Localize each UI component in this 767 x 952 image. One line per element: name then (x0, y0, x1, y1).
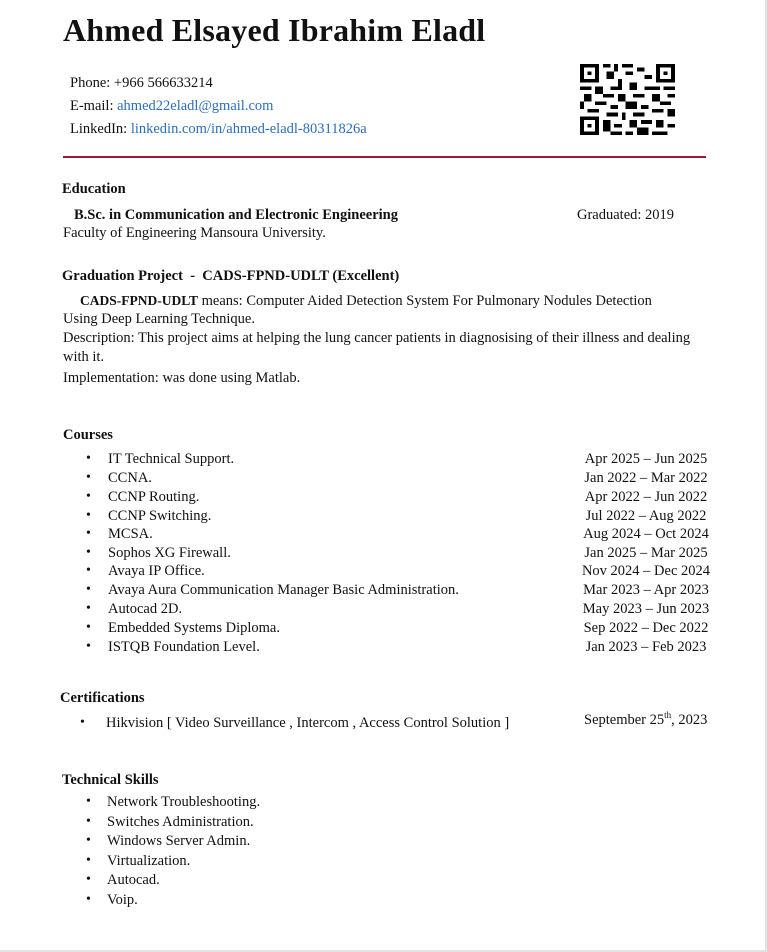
course-dates: Jan 2023 – Feb 2023 (585, 639, 707, 655)
course-name: Sophos XG Firewall. (108, 545, 231, 561)
bullet-icon: • (86, 582, 91, 597)
course-dates: Mar 2023 – Apr 2023 (583, 582, 709, 598)
course-dates: Aug 2024 – Oct 2024 (583, 526, 709, 542)
course-dates: Jan 2022 – Mar 2022 (584, 470, 708, 486)
bullet-icon: • (86, 813, 91, 829)
linkedin-line (70, 121, 367, 138)
phone-label: Phone: (70, 75, 111, 91)
bullet-icon: • (86, 794, 91, 809)
course-name: IT Technical Support. (108, 451, 235, 467)
bullet-icon: • (86, 563, 91, 578)
skill-item: Switches Administration. (107, 813, 254, 830)
phone-value: +966 566633214 (113, 75, 213, 91)
project-description-cont: with it. (63, 349, 105, 365)
courses-heading: Courses (63, 427, 113, 443)
course-dates: Sep 2022 – Dec 2022 (583, 620, 709, 636)
course-name: Avaya IP Office. (108, 563, 205, 579)
course-name: MCSA. (108, 526, 153, 542)
certification-date (584, 710, 707, 729)
header-divider (63, 156, 706, 158)
bullet-icon: • (86, 872, 91, 888)
course-name: ISTQB Foundation Level. (108, 639, 260, 655)
course-name: Embedded Systems Diploma. (108, 620, 280, 636)
course-name: CCNP Routing. (108, 489, 200, 505)
cert-date-suffix: th (664, 710, 672, 720)
course-name: CCNA. (108, 470, 152, 486)
course-name: Autocad 2D. (108, 601, 183, 617)
degree: B.Sc. in Communication and Electronic Engineering (74, 207, 398, 223)
candidate-name: Ahmed Elsayed Ibrahim Eladl (63, 12, 486, 48)
bullet-icon: • (86, 601, 91, 616)
certifications-heading: Certifications (60, 690, 145, 706)
bullet-icon: • (86, 639, 91, 654)
education-heading: Education (62, 181, 126, 197)
project-means-cont: Using Deep Learning Technique. (63, 311, 255, 327)
course-dates: Nov 2024 – Dec 2024 (581, 563, 711, 579)
bullet-icon: • (86, 526, 91, 541)
phone-line (70, 75, 213, 92)
project-means-text: means: Computer Aided Detection System For Pulmonary Nodules Detection (198, 293, 652, 309)
email-line (70, 98, 273, 115)
bullet-icon: • (86, 451, 91, 466)
skill-item: Voip. (107, 892, 138, 908)
qr-code-icon (580, 64, 675, 135)
email-label: E-mail: (70, 98, 114, 114)
project-acronym: CADS-FPND-UDLT (80, 293, 199, 308)
skills-heading: Technical Skills (62, 772, 159, 788)
bullet-icon: • (86, 852, 91, 868)
cert-date-year: , 2023 (671, 711, 708, 728)
course-dates: Jul 2022 – Aug 2022 (585, 508, 707, 524)
project-implementation: Implementation: was done using Matlab. (63, 370, 301, 386)
course-dates: Apr 2025 – Jun 2025 (584, 451, 708, 467)
linkedin-link[interactable]: linkedin.com/in/ahmed-eladl-80311826a (130, 121, 367, 137)
bullet-icon: • (86, 508, 91, 523)
bullet-icon: • (86, 892, 91, 907)
bullet-icon: • (86, 833, 91, 849)
project-description: Description: This project aims at helping the lung cancer patients in diagnosising of their illness and dealing (63, 330, 691, 346)
course-dates: Apr 2022 – Jun 2022 (584, 489, 708, 505)
skill-item: Virtualization. (107, 852, 191, 869)
bullet-icon: • (86, 545, 91, 560)
institution: Faculty of Engineering Mansoura University. (63, 225, 326, 241)
bullet-icon: • (86, 620, 91, 635)
bullet-icon: • (86, 489, 91, 504)
linkedin-label: LinkedIn: (70, 121, 128, 137)
course-name: CCNP Switching. (108, 508, 212, 524)
course-dates: Jan 2025 – Mar 2025 (584, 545, 708, 561)
email-link[interactable]: ahmed22eladl@gmail.com (117, 98, 274, 114)
certification-name: Hikvision [ Video Surveillance , Intercom , Access Control Solution ] (106, 715, 510, 731)
course-dates: May 2023 – Jun 2023 (582, 601, 710, 617)
project-means (80, 293, 652, 310)
bullet-icon: • (80, 715, 85, 730)
skill-item: Network Troubleshooting. (107, 794, 261, 810)
cert-date-day: September 25 (584, 711, 665, 728)
graduation-date: Graduated: 2019 (577, 207, 675, 223)
course-name: Avaya Aura Communication Manager Basic Administration. (108, 582, 459, 598)
project-heading: Graduation Project - CADS-FPND-UDLT (Excellent) (62, 268, 400, 284)
bullet-icon: • (86, 470, 91, 485)
skill-item: Windows Server Admin. (107, 833, 251, 850)
skill-item: Autocad. (107, 872, 160, 889)
